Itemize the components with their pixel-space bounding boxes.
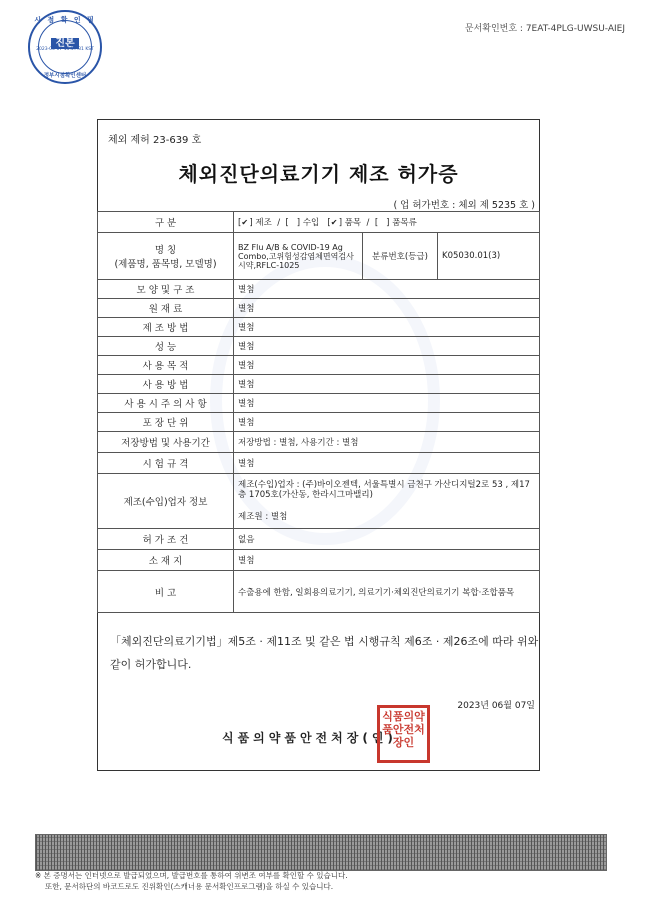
shape-value: 별첨 [234,280,540,299]
table-row [98,212,540,233]
ref-number: 체외 제허 23-639 호 [108,135,202,146]
row-label-location: 소 재 지 [98,550,234,571]
name-label-2: (제품명, 품목명, 모델명) [114,259,217,270]
verification-seal [28,10,102,84]
signer: 식품의약품안전처장(인) [222,731,397,745]
spec-value: 별첨 [234,453,540,474]
table-row [98,413,540,432]
table-row [98,337,540,356]
table-row [98,299,540,318]
row-label-method: 제 조 방 법 [98,318,234,337]
row-label-purpose: 사 용 목 적 [98,356,234,375]
check-icon [289,216,297,225]
name-value: BZ Flu A/B & COVID-19 Ag Combo,고위험성감염체면역검사시약,RFLC-1025 [234,233,363,280]
table-row [98,474,540,529]
maker-line-2: 제조원 : 별첨 [238,512,288,522]
page-title: 체외진단의료기기 제조 허가증 [178,162,459,186]
issue-date: 2023년 06월 07일 [457,701,535,711]
check-icon [378,216,386,225]
caution-value: 별첨 [234,394,540,413]
table-row [98,571,540,613]
certificate-table [97,211,540,613]
table-row [98,529,540,550]
table-row [98,453,540,474]
packaging-value: 별첨 [234,413,540,432]
row-label-shape: 모 양 및 구 조 [98,280,234,299]
performance-value: 별첨 [234,337,540,356]
row-label-category: 구 분 [98,212,234,233]
table-row [98,318,540,337]
table-row [98,375,540,394]
location-value: 별첨 [234,550,540,571]
table-row [98,432,540,453]
condition-value: 없음 [234,529,540,550]
row-label-spec: 시 험 규 격 [98,453,234,474]
row-label-material: 원 재 료 [98,299,234,318]
permit-number: ( 업 허가번호 : 체외 제 5235 호 ) [393,200,535,211]
seal-bottom-text: 정부시점확인센터 [43,73,87,79]
stamp-text: 식품의약품안전처장인 [382,710,425,749]
table-row [98,280,540,299]
check-icon: ✔ [241,218,249,227]
doc-confirm-number: 문서확인번호 : 7EAT-4PLG-UWSU-AIEJ [464,24,625,34]
usage-value: 별첨 [234,375,540,394]
table-row [98,233,540,280]
row-label-storage: 저장방법 및 사용기간 [98,432,234,453]
name-label-1: 명 칭 [154,245,177,256]
row-label-packaging: 포 장 단 위 [98,413,234,432]
seal-top-text: 시 점 확 인 필 [34,16,96,24]
check-icon: ✔ [330,218,338,227]
category-opt-item: 품목 [344,218,362,228]
row-label-remark: 비 고 [98,571,234,613]
row-label-name [98,233,234,280]
remark-value: 수출용에 한함, 일회용의료기기, 의료기기·체외진단의료기기 복합·조합품목 [234,571,540,613]
category-opt-manufacture: 제조 [255,218,272,228]
maker-line-1: 제조(수입)업자 : (주)바이오젠텍, 서울특별시 금천구 가산디지털2로 53 , 제17층 1705호(가산동, 한라시그마밸리) [238,480,530,500]
official-stamp [377,705,430,763]
table-row [98,394,540,413]
row-label-performance: 성 능 [98,337,234,356]
method-value: 별첨 [234,318,540,337]
material-value: 별첨 [234,299,540,318]
class-label: 분류번호(등급) [363,233,438,280]
table-row [98,356,540,375]
seal-mid-label: 진본 [51,38,78,49]
barcode [35,834,607,871]
permission-statement: 「체외진단의료기기법」제5조 · 제11조 및 같은 법 시행규칙 제6조 · 제26조에 따라 위와 같이 허가합니다. [110,635,539,671]
row-label-maker: 제조(수입)업자 정보 [98,474,234,529]
purpose-value: 별첨 [234,356,540,375]
category-opt-item-class: 품목류 [392,218,417,228]
row-label-caution: 사 용 시 주 의 사 항 [98,394,234,413]
row-label-usage: 사 용 방 법 [98,375,234,394]
bottom-note [35,870,348,892]
category-opt-import: 수입 [302,218,320,228]
category-value: [✔] 제조 / [ ] 수입 [✔] 품목 / [ ] 품목류 [234,212,540,233]
note-line-2: 또한, 문서하단의 바코드로도 진위확인(스캐너용 문서확인프로그램)을 하실 수 있습니다. [45,882,334,891]
storage-value: 저장방법 : 별첨, 사용기간 : 별첨 [234,432,540,453]
table-row [98,550,540,571]
class-value: K05030.01(3) [438,233,540,280]
note-line-1: ※ 본 증명서는 인터넷으로 발급되었으며, 발급번호를 통하여 위변조 여부를 확인할 수 있습니다. [35,871,348,880]
maker-value [234,474,540,529]
row-label-condition: 허 가 조 건 [98,529,234,550]
seal-date-text: 2023-06-07 15:57:31 KST [36,47,94,52]
